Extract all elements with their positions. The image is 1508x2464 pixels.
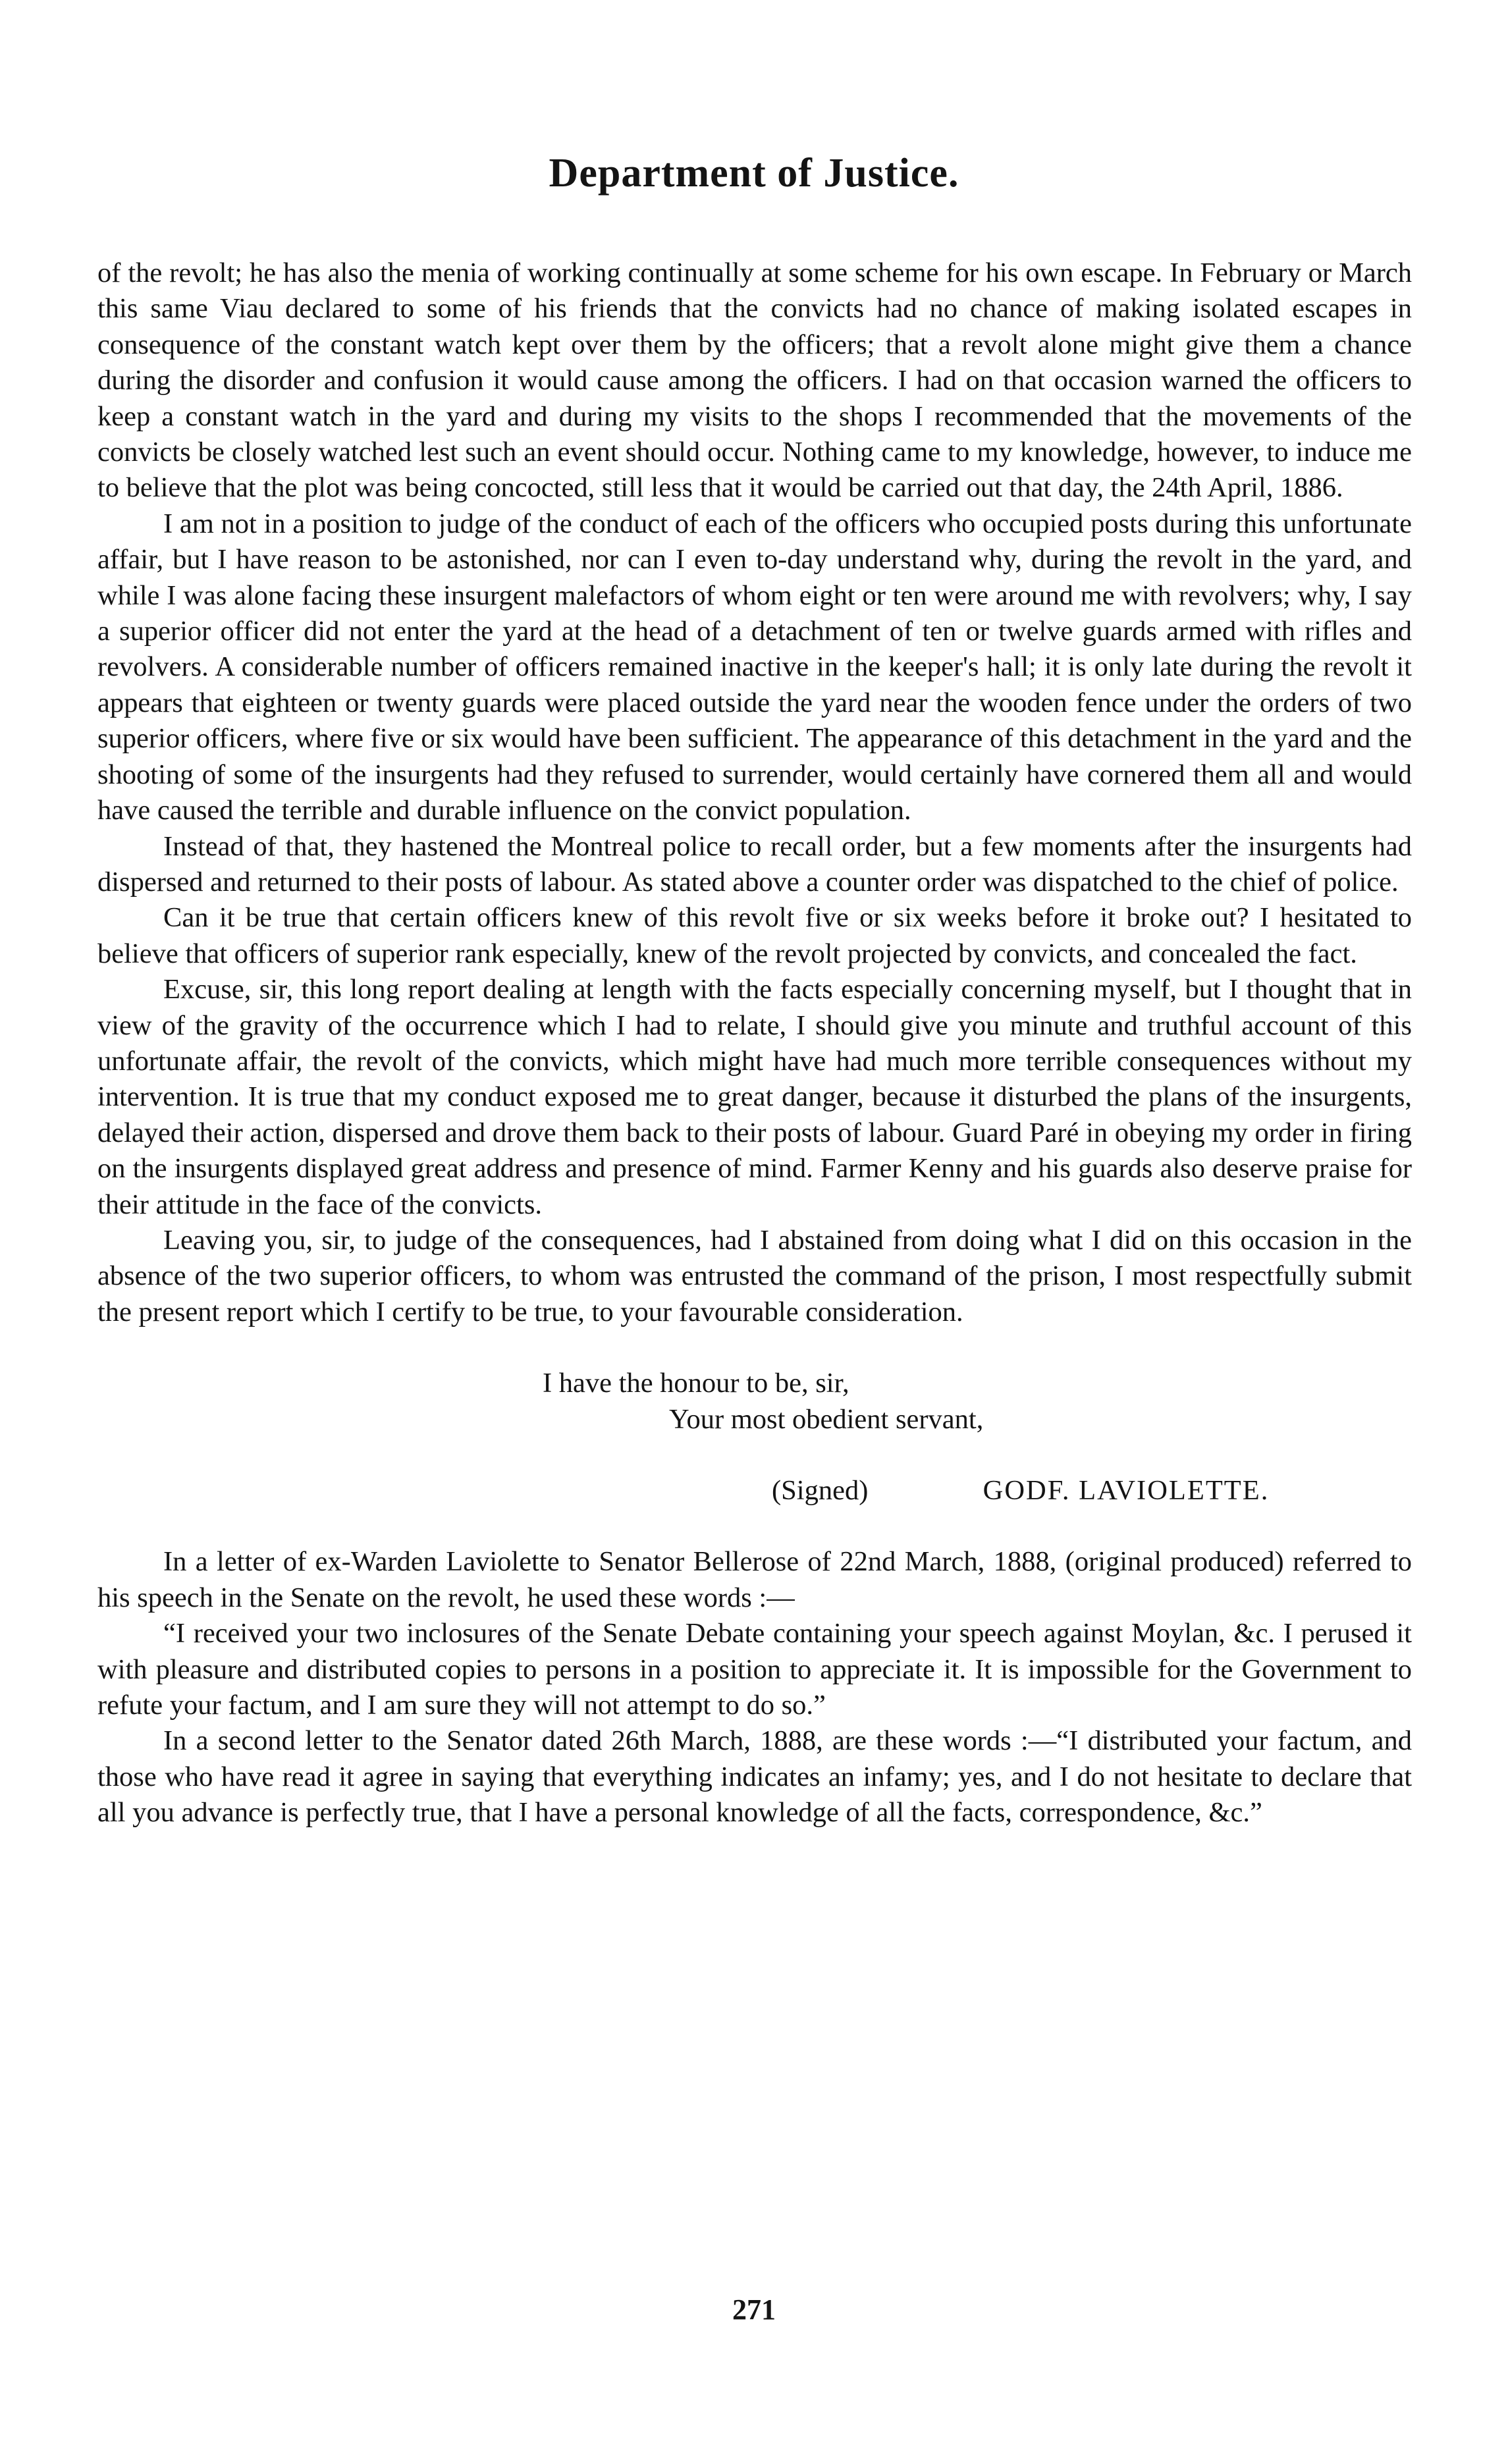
paragraph-montreal-police: Instead of that, they hastened the Montreal police to recall order, but a few moments after the insurgents had dispersed and returned to their posts of labour. As stated above a counter order was dispatched to the chief of police. [97,830,1412,897]
page-title: Department of Justice. [549,151,959,196]
paragraph-first-letter: In a letter of ex-Warden Laviolette to Senator Bellerose of 22nd March, 1888, (original produced) referred to his speech in the Senate on the revolt, he used these words :— [97,1546,1412,1613]
closing-servant-line: Your most obedient servant, [669,1403,984,1435]
paragraph-officers-conduct: I am not in a position to judge of the conduct of each of the officers who occupied posts during this unfortunate affair, but I have reason to be astonished, nor can I even to-day understand why, during the revolt in the yard, and while I was alone facing these insurgent malefactors of whom eight or ten were around me with revolvers; why, I say a superior officer did not enter the yard at the head of a detachment of ten or twelve guards armed with rifles and revolvers. A considerable number of officers remained inactive in the keeper's hall; it is only late during the revolt it appears that eighteen or twenty guards were placed outside the yard near the wooden fence under the orders of two superior officers, where five or six would have been sufficient. The appearance of this detachment in the yard and the shooting of some of the insurgents had they refused to surrender, would certainly have cornered them all and would have caused the terrible and durable influence on the convict population. [97,508,1412,826]
paragraph-excuse-report: Excuse, sir, this long report dealing at length with the facts especially concerning myself, but I thought that in view of the gravity of the occurrence which I had to relate, I should give you minute and truthful account of this unfortunate affair, the revolt of the convicts, which might have had much more terrible consequences without my intervention. It is true that my conduct exposed me to great danger, because it disturbed the plans of the insurgents, delayed their action, dispersed and drove them back to their posts of labour. Guard Paré in obeying my order in firing on the insurgents displayed great address and presence of mind. Farmer Kenny and his guards also deserve praise for their attitude in the face of the convicts. [97,974,1412,1220]
letter-closing [97,1366,1412,1437]
paragraph-second-letter: In a second letter to the Senator dated 26th March, 1888, are these words :—“I distributed your factum, and those who have read it agree in saying that everything indicates an infamy; yes, and I do not hesitate to declare that all you advance is perfectly true, that I have a personal knowledge of all the facts, correspondence, &c.” [97,1725,1412,1829]
paragraph-continuation: of the revolt; he has also the menia of working continually at some scheme for his own escape. In February or March this same Viau declared to some of his friends that the convicts had no chance of making isolated escapes in consequence of the constant watch kept over them by the officers; that a revolt alone might give them a chance during the disorder and confusion it would cause among the officers. I had on that occasion warned the officers to keep a constant watch in the yard and during my visits to the shops I recommended that the movements of the convicts be closely watched lest such an event should occur. Nothing came to my knowledge, however, to induce me to believe that the plot was being concocted, still less that it would be carried out that day, the 24th April, 1886. [97,257,1412,504]
signer-name: GODF. LAVIOLETTE. [983,1475,1270,1506]
page-number: 271 [732,2293,776,2326]
paragraph-leaving-judgement: Leaving you, sir, to judge of the consequences, had I abstained from doing what I did on this occasion in the absence of the two superior officers, to whom was entrusted the command of the prison, I most respectfully submit the present report which I certify to be true, to your favourable consideration. [97,1224,1412,1327]
letters-section [97,1544,1412,1831]
paragraph-officers-knew: Can it be true that certain officers knew of this revolt five or six weeks before it broke out? I hesitated to believe that officers of superior rank especially, knew of the revolt projected by convicts, and concealed the fact. [97,902,1412,969]
closing-honour-line: I have the honour to be, sir, [543,1368,849,1399]
report-body [97,255,1412,1831]
signature-block [97,1473,1412,1509]
quotation-first-letter: “I received your two inclosures of the Senate Debate containing your speech against Moylan, &c. I perused it with pleasure and distributed copies to persons in a position to appreciate it. It is impossible for the Government to refute your factum, and I am sure they will not attempt to do so.” [97,1618,1412,1721]
signed-label: (Signed) [772,1475,869,1506]
